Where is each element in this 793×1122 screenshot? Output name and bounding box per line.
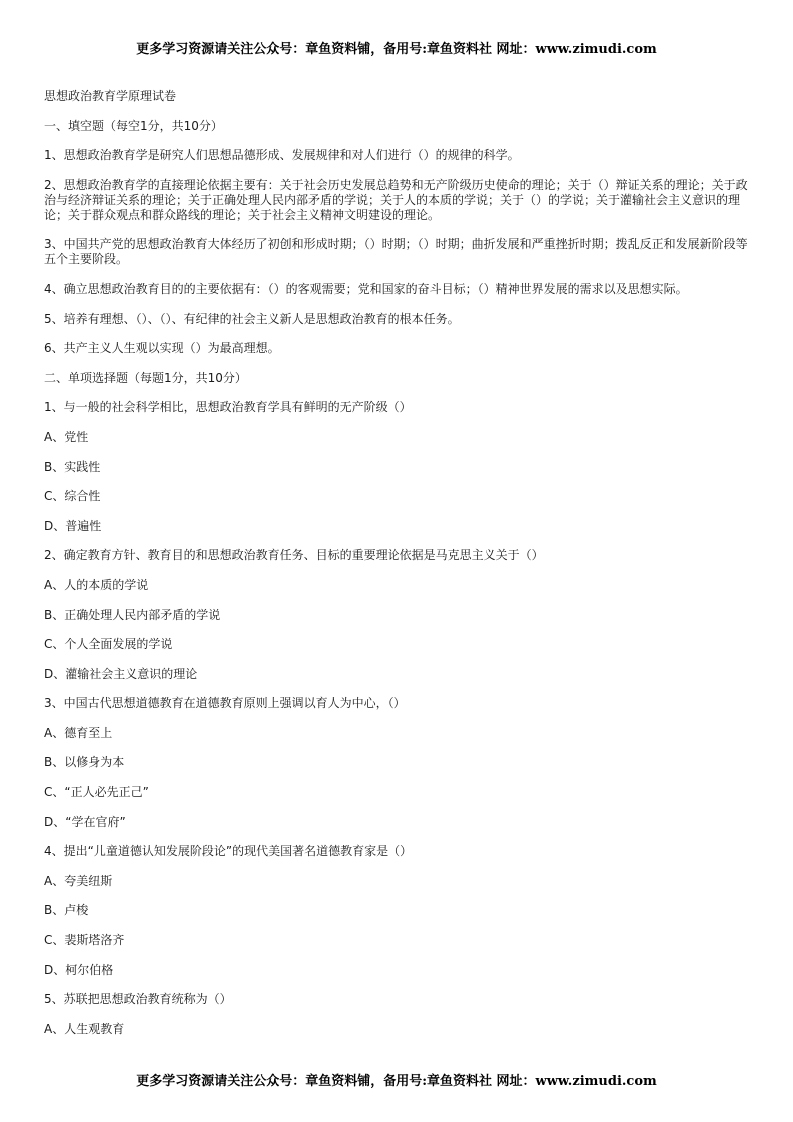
page-header-banner: 更多学习资源请关注公众号：章鱼资料铺，备用号:章鱼资料社 网址：www.zimudi.com bbox=[136, 42, 657, 57]
fill-blank-question-1: 1、思想政治教育学是研究人们思想品德形成、发展规律和对人们进行（）的规律的科学。 bbox=[44, 148, 520, 163]
choice-option: C、裴斯塔洛齐 bbox=[44, 933, 125, 948]
exam-title: 思想政治教育学原理试卷 bbox=[44, 89, 177, 103]
choice-option: B、实践性 bbox=[44, 459, 101, 474]
choice-question-1-stem: 1、与一般的社会科学相比，思想政治教育学具有鲜明的无产阶级（） bbox=[44, 400, 412, 415]
page-footer-banner: 更多学习资源请关注公众号：章鱼资料铺，备用号:章鱼资料社 网址：www.zimudi.com bbox=[136, 1074, 657, 1089]
choice-option: A、夸美纽斯 bbox=[44, 873, 113, 888]
choice-question-5-stem: 5、苏联把思想政治教育统称为（） bbox=[44, 992, 232, 1007]
section1-heading: 一、填空题（每空1分，共10分） bbox=[44, 118, 223, 133]
choice-question-4-stem: 4、提出“儿童道德认知发展阶段论”的现代美国著名道德教育家是（） bbox=[44, 844, 413, 859]
choice-option: A、人生观教育 bbox=[44, 1021, 125, 1036]
fill-blank-question-5: 5、培养有理想、（）、（）、有纪律的社会主义新人是思想政治教育的根本任务。 bbox=[44, 311, 460, 326]
choice-option: C、个人全面发展的学说 bbox=[44, 637, 173, 652]
choice-question-3-stem: 3、中国古代思想道德教育在道德教育原则上强调以育人为中心，（） bbox=[44, 696, 406, 711]
choice-option: B、卢梭 bbox=[44, 903, 89, 918]
choice-option: B、以修身为本 bbox=[44, 755, 125, 770]
choice-option: D、灌输社会主义意识的理论 bbox=[44, 666, 198, 681]
choice-option: A、党性 bbox=[44, 429, 89, 444]
choice-question-2-stem: 2、确定教育方针、教育目的和思想政治教育任务、目标的重要理论依据是马克思主义关于（） bbox=[44, 548, 544, 563]
choice-option: D、普遍性 bbox=[44, 518, 102, 533]
fill-blank-question-6: 6、共产主义人生观以实现（）为最高理想。 bbox=[44, 341, 280, 356]
section2-heading: 二、单项选择题（每题1分，共10分） bbox=[44, 370, 247, 385]
choice-option: D、柯尔伯格 bbox=[44, 962, 114, 977]
fill-blank-question-2: 2、思想政治教育学的直接理论依据主要有：关于社会历史发展总趋势和无产阶级历史使命的理论；关于（）辩证关系的理论；关于政治与经济辩证关系的理论；关于正确处理人民内部矛盾的学说；关于人的本质的学说；关于（）的学说；关于灌输社会主义意识的理论；关于群众观点和群众路线的理论；关于社会主义精神文明建设的理论。 bbox=[44, 177, 748, 222]
choice-option: B、正确处理人民内部矛盾的学说 bbox=[44, 607, 221, 622]
choice-option: C、“正人必先正己” bbox=[44, 785, 149, 800]
choice-option: D、“学在官府” bbox=[44, 814, 126, 829]
fill-blank-question-4: 4、确立思想政治教育目的的主要依据有：（）的客观需要；党和国家的奋斗目标；（）精神世界发展的需求以及思想实际。 bbox=[44, 281, 688, 296]
choice-option: A、德育至上 bbox=[44, 725, 113, 740]
choice-option: A、人的本质的学说 bbox=[44, 577, 149, 592]
exam-content bbox=[44, 89, 750, 1037]
choice-option: C、综合性 bbox=[44, 489, 101, 504]
fill-blank-question-3: 3、中国共产党的思想政治教育大体经历了初创和形成时期；（）时期；（）时期；曲折发展和严重挫折时期；拨乱反正和发展新阶段等五个主要阶段。 bbox=[44, 237, 748, 267]
